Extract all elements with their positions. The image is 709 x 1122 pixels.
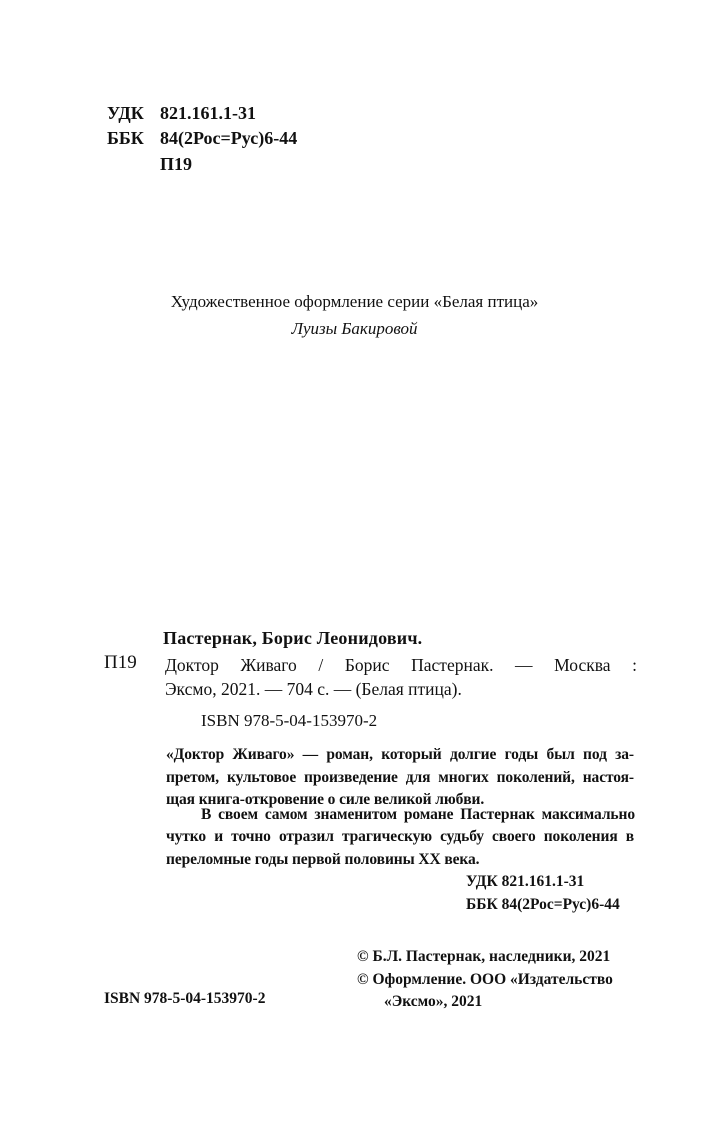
entry-title-line: Доктор Живаго / Борис Пастернак. — Москва : <box>165 655 637 675</box>
design-credit-line: Художественное оформление серии «Белая птица» <box>170 292 539 311</box>
copyright-design: © Оформление. ООО «Издательство <box>357 971 613 988</box>
udk-value: 821.161.1-31 <box>160 103 256 123</box>
entry-code: П19 <box>104 652 137 673</box>
annotation-line-2: претом, культовое произведение для многих поколений, настоя- <box>166 769 634 786</box>
copyright-author: © Б.Л. Пастернак, наследники, 2021 <box>357 948 611 965</box>
isbn-bottom: ISBN 978-5-04-153970-2 <box>104 990 266 1007</box>
annotation-line-5: чутко и точно отразил трагическую судьбу своего поколения в <box>166 828 634 845</box>
author-mark: П19 <box>160 154 193 174</box>
entry-isbn: ISBN 978-5-04-153970-2 <box>201 711 378 730</box>
entry-publisher-line: Эксмо, 2021. — 704 с. — (Белая птица). <box>165 679 462 699</box>
annotation-line-3: щая книга-откровение о силе великой любви. <box>166 791 485 808</box>
annotation-line-6: переломные годы первой половины XX века. <box>166 851 480 868</box>
bbk-label: ББК <box>107 128 144 148</box>
entry-author: Пастернак, Борис Леонидович. <box>163 628 423 648</box>
udk-label: УДК <box>107 103 144 123</box>
bbk-code-right: ББК 84(2Рос=Рус)6-44 <box>466 896 620 913</box>
designer-name: Луизы Бакировой <box>291 319 418 338</box>
annotation-line-1: «Доктор Живаго» — роман, который долгие годы был под за- <box>166 746 634 763</box>
annotation-line-4: В своем самом знаменитом романе Пастернак максимально <box>201 806 635 823</box>
copyright-publisher: «Эксмо», 2021 <box>384 993 483 1010</box>
udk-code-right: УДК 821.161.1-31 <box>466 873 585 890</box>
bbk-value: 84(2Рос=Рус)6-44 <box>160 128 298 148</box>
